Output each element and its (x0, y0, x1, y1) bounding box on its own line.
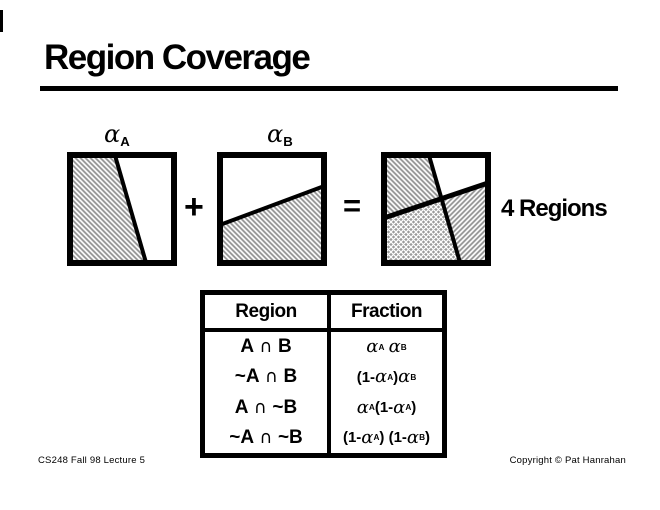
square-b-diagram (217, 152, 327, 266)
alpha-symbol: α (104, 120, 121, 148)
text-segment: ) (425, 429, 431, 447)
combined-square-diagram (381, 152, 491, 266)
alpha-symbol: α (356, 396, 369, 418)
square-a-diagram (67, 152, 177, 266)
subscript: A (120, 133, 130, 149)
subscript: A (405, 403, 412, 413)
alpha-symbol: α (398, 366, 411, 388)
text-segment: A (234, 396, 249, 418)
text-segment: ~B (277, 426, 303, 448)
table-row (205, 423, 442, 453)
alpha-symbol: α (366, 336, 379, 358)
table-row (205, 362, 442, 392)
table-row (205, 393, 442, 423)
region-fraction-table (200, 290, 447, 458)
region-cell (205, 332, 331, 362)
equals-sign: = (343, 188, 362, 223)
alpha-symbol: α (406, 426, 420, 448)
subscript: A (373, 433, 380, 443)
subscript: B (410, 372, 417, 382)
alpha-symbol: α (267, 120, 284, 148)
subscript: A (378, 342, 385, 352)
fraction-cell (331, 362, 442, 392)
text-segment: A (240, 336, 255, 358)
region-cell (205, 393, 331, 423)
page-title: Region Coverage (44, 38, 310, 77)
intersect-symbol: ∩ (254, 337, 278, 358)
subscript: B (400, 342, 407, 352)
lecture-footer: CS248 Fall 98 Lecture 5 (38, 455, 146, 466)
plus-sign: + (184, 188, 204, 226)
fraction-header: Fraction (351, 300, 422, 322)
alpha-a-label (104, 121, 130, 149)
four-regions-label: 4 Regions (501, 195, 607, 222)
title-underline (40, 86, 618, 91)
region-header: Region (205, 295, 331, 328)
copyright-footer: Copyright © Pat Hanrahan (509, 455, 626, 466)
table-header-row (205, 295, 442, 332)
fraction-cell (331, 332, 442, 362)
alpha-b-label (267, 121, 293, 149)
alpha-symbol: α (393, 396, 406, 418)
text-segment: ) (1- (379, 429, 407, 447)
fraction-cell (331, 423, 442, 453)
subscript: A (387, 372, 394, 382)
alpha-symbol: α (361, 426, 374, 448)
text-segment: ) (393, 368, 399, 386)
table-row (205, 332, 442, 362)
alpha-symbol: α (388, 336, 401, 358)
table-body (205, 332, 442, 453)
intersect-symbol: ∩ (254, 427, 278, 448)
screen-edge-artifact (0, 10, 3, 32)
text-segment: ~A (234, 366, 260, 388)
text-segment: B (283, 366, 298, 388)
subscript: B (283, 133, 293, 149)
text-segment: ) (411, 399, 417, 417)
subscript: B (419, 433, 426, 443)
text-segment: B (277, 336, 292, 358)
fraction-cell (331, 393, 442, 423)
intersect-symbol: ∩ (248, 397, 273, 418)
subscript: A (368, 403, 375, 413)
region-cell (205, 362, 331, 392)
text-segment: ~B (272, 396, 298, 418)
text-segment: ~A (229, 426, 255, 448)
alpha-symbol: α (375, 366, 388, 388)
intersect-symbol: ∩ (259, 367, 284, 388)
text-segment: (1- (342, 429, 362, 447)
region-cell (205, 423, 331, 453)
text-segment: (1- (356, 368, 376, 386)
text-segment: (1- (374, 399, 394, 417)
